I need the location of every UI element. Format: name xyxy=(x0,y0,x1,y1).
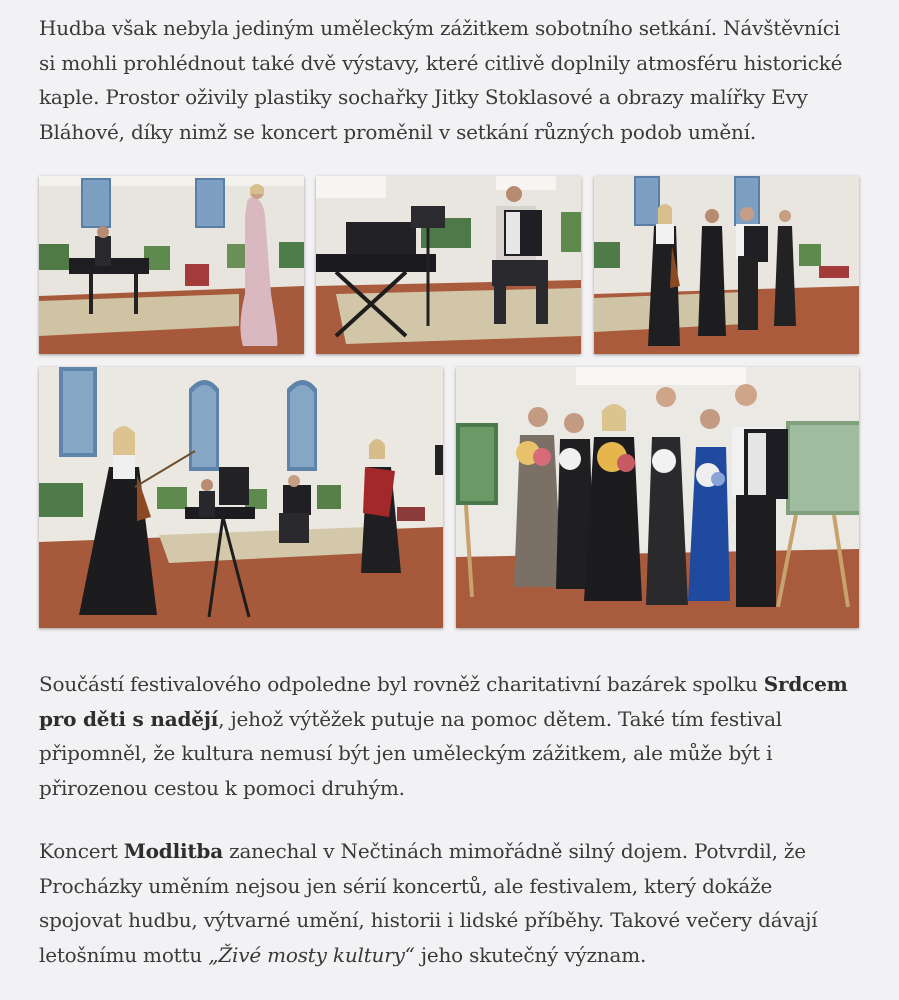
charity-name: Srdcem pro děti s nadějí xyxy=(39,672,848,731)
paragraph-text: Koncert xyxy=(39,839,124,863)
article-paragraph-exhibitions: Hudba však nebyla jediným uměleckým zážitkem sobotního setkání. Návštěvníci si mohli prohlédnout také dvě výstavy, které citlivě doplnily atmosféru historické kaple. Prostor oživily plastiky sochařky Jitky Stoklasové a obrazy malířky Evy Bláhové, díky nimž se koncert proměnil v setkání různých podob umění. xyxy=(39,16,843,144)
photo-performers-standing[interactable] xyxy=(594,176,859,354)
article-paragraph-conclusion xyxy=(39,834,861,972)
paragraph-text: jeho skutečný význam. xyxy=(414,942,647,967)
festival-motto: „Živé mosty kultury“ xyxy=(208,942,415,967)
photo-performers-with-flowers[interactable] xyxy=(456,367,859,628)
paragraph-text: , jehož výtěžek putuje na pomoc dětem. Také tím festival připomněl, že kultura nemusí být jen uměleckým zážitkem, ale může být i přirozenou cestou k pomoci druhým. xyxy=(39,706,782,800)
photo-accordionist-at-keyboard[interactable] xyxy=(316,176,581,354)
concert-name: Modlitba xyxy=(123,839,223,863)
paragraph-text: zanechal v Nečtinách mimořádně silný dojem. Potvrdil, že Procházky uměním nejsou jen sérií koncertů, ale festivalem, který dokáže spojovat hudbu, výtvarné umění, historii i lidské příběhy. Takové večery dávají letošnímu mottu xyxy=(39,839,818,967)
paragraph-text: Součástí festivalového odpoledne byl rovněž charitativní bazárek spolku xyxy=(39,672,764,696)
article-paragraph-charity xyxy=(39,667,861,805)
photo-violinist-and-ensemble[interactable] xyxy=(39,367,443,628)
photo-singer-and-pianist[interactable] xyxy=(39,176,304,354)
